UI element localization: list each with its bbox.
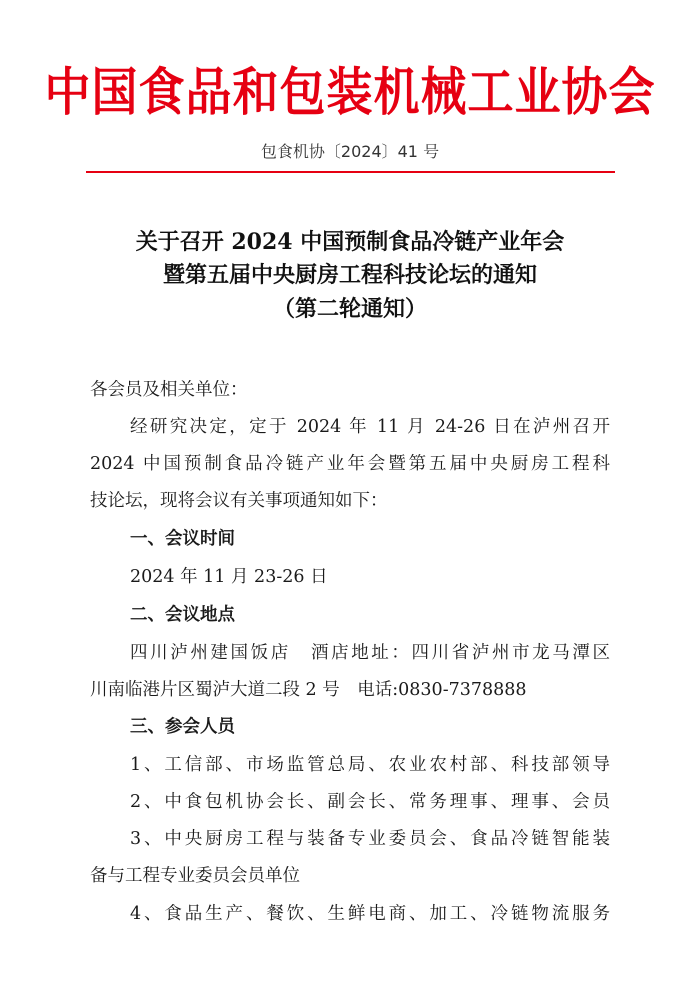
intro-line-1: 经研究决定，定于 2024 年 11 月 24-26 日在泸州召开 (130, 417, 610, 437)
section-time-heading: 一、会议时间 (130, 529, 235, 549)
attendee-item-2: 2、中食包机协会长、副会长、常务理事、理事、会员 (130, 792, 610, 812)
salutation: 各会员及相关单位： (90, 380, 248, 400)
organization-header: 中国食品和包装机械工业协会 (44, 62, 656, 123)
section-venue-heading: 二、会议地点 (130, 605, 235, 625)
section-venue-line-2: 川南临港片区蜀泸大道二段 2 号 电话:0830-7378888 (90, 680, 527, 700)
notice-title-line3: （第二轮通知） (272, 296, 427, 322)
section-attendees-heading: 三、参会人员 (130, 717, 235, 737)
attendee-item-1: 1、工信部、市场监管总局、农业农村部、科技部领导 (130, 755, 610, 775)
document-number: 包食机协〔2024〕41 号 (260, 142, 440, 161)
attendee-item-3-line-2: 备与工程专业委员会员单位 (90, 866, 300, 886)
red-divider (86, 171, 615, 173)
intro-line-3: 技论坛，现将会议有关事项通知如下： (90, 491, 388, 511)
attendee-item-4: 4、食品生产、餐饮、生鲜电商、加工、冷链物流服务 (130, 904, 610, 924)
attendee-item-3-line-1: 3、中央厨房工程与装备专业委员会、食品冷链智能装 (130, 829, 610, 849)
section-venue-line-1: 四川泸州建国饭店 酒店地址：四川省泸州市龙马潭区 (130, 643, 610, 663)
notice-title-line1: 关于召开 2024 中国预制食品冷链产业年会 (135, 229, 565, 255)
intro-line-2: 2024 中国预制食品冷链产业年会暨第五届中央厨房工程科 (90, 454, 610, 474)
notice-title-line2: 暨第五届中央厨房工程科技论坛的通知 (162, 262, 537, 288)
section-time-text: 2024 年 11 月 23-26 日 (130, 567, 328, 587)
